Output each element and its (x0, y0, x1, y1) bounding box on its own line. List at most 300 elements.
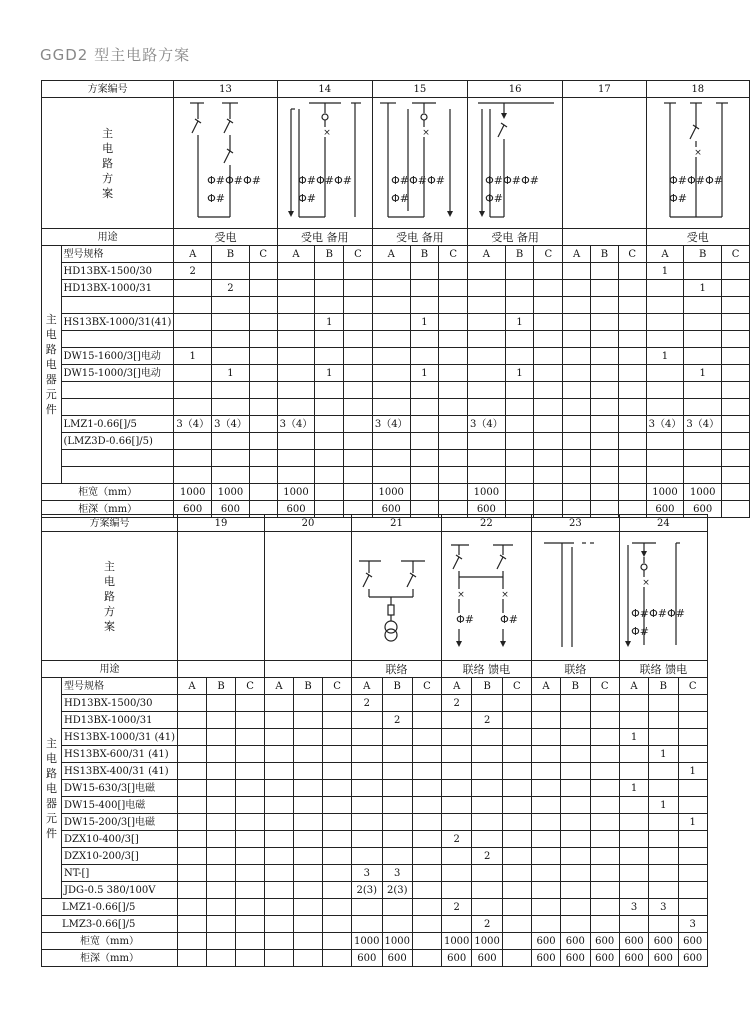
component-quantity (619, 814, 648, 831)
component-model (61, 297, 174, 314)
component-quantity (590, 848, 619, 865)
scheme-number: 18 (646, 81, 749, 98)
component-quantity (618, 450, 646, 467)
scheme-number: 14 (277, 81, 372, 98)
component-quantity (531, 746, 560, 763)
component-quantity: 2 (441, 695, 471, 712)
component-quantity (441, 763, 471, 780)
component-quantity (410, 382, 439, 399)
component-quantity (265, 729, 294, 746)
component-row (42, 450, 750, 467)
component-quantity (178, 746, 207, 763)
cabinet-depth-value: 600 (649, 950, 678, 967)
column-letter: A (277, 246, 315, 263)
cabinet-depth-value: 600 (212, 501, 250, 518)
component-quantity (178, 729, 207, 746)
component-quantity: 3（4） (174, 416, 212, 433)
component-quantity (505, 263, 534, 280)
component-quantity (590, 763, 619, 780)
component-quantity (441, 780, 471, 797)
scheme-number-header: 方案编号 (42, 515, 178, 532)
component-quantity (468, 348, 506, 365)
component-quantity (412, 746, 441, 763)
component-quantity (372, 365, 410, 382)
component-quantity (277, 365, 315, 382)
component-quantity (323, 814, 352, 831)
component-quantity (678, 746, 707, 763)
component-quantity: 1 (684, 365, 722, 382)
component-quantity (315, 450, 344, 467)
cabinet-width-value: 1000 (472, 933, 502, 950)
component-model: HS13BX-1000/31 (41) (62, 729, 178, 746)
component-quantity: 1 (315, 365, 344, 382)
component-quantity (590, 331, 618, 348)
component-quantity (178, 899, 207, 916)
component-quantity (618, 263, 646, 280)
component-quantity (531, 831, 560, 848)
component-quantity (590, 399, 618, 416)
component-quantity (372, 314, 410, 331)
cabinet-width-value (249, 484, 277, 501)
schematic-cell (468, 98, 563, 229)
component-quantity (531, 780, 560, 797)
component-quantity (323, 882, 352, 899)
cabinet-width-header: 柜宽（mm） (42, 933, 178, 950)
component-quantity (590, 314, 618, 331)
cabinet-width-value (207, 933, 236, 950)
column-letter: B (561, 678, 590, 695)
component-quantity (207, 712, 236, 729)
component-quantity (352, 831, 382, 848)
component-quantity (563, 467, 591, 484)
scheme-number: 17 (563, 81, 646, 98)
component-quantity (590, 365, 618, 382)
component-quantity (678, 729, 707, 746)
component-quantity (678, 712, 707, 729)
usage-row (42, 229, 750, 246)
component-quantity (178, 882, 207, 899)
component-quantity (561, 746, 590, 763)
component-quantity: 2(3) (382, 882, 412, 899)
column-letter: B (294, 678, 323, 695)
component-quantity (382, 814, 412, 831)
cabinet-width-value (590, 484, 618, 501)
usage-value (265, 661, 352, 678)
cabinet-width-row (42, 933, 708, 950)
component-quantity (649, 695, 678, 712)
schematic-cell (265, 532, 352, 661)
component-quantity: 2 (382, 712, 412, 729)
scheme-number: 20 (265, 515, 352, 532)
schematic-cell (531, 532, 619, 661)
component-quantity (619, 746, 648, 763)
main-circuit-label: 主电路方案 (102, 126, 114, 200)
component-row (42, 416, 750, 433)
component-quantity (372, 433, 410, 450)
component-quantity (352, 899, 382, 916)
component-quantity: 2 (212, 280, 250, 297)
component-quantity (410, 467, 439, 484)
component-quantity (722, 399, 750, 416)
svg-text:Φ#: Φ# (455, 613, 474, 626)
component-quantity (590, 382, 618, 399)
component-quantity (352, 763, 382, 780)
cabinet-width-value (563, 484, 591, 501)
component-quantity (315, 331, 344, 348)
cabinet-depth-value (502, 950, 531, 967)
component-quantity (265, 865, 294, 882)
component-quantity (561, 712, 590, 729)
component-quantity (502, 814, 531, 831)
component-row (42, 365, 750, 382)
component-quantity: 3 (649, 899, 678, 916)
cabinet-width-value (410, 484, 439, 501)
component-row (42, 865, 708, 882)
component-row (42, 848, 708, 865)
cabinet-width-value: 1000 (468, 484, 506, 501)
component-quantity (646, 280, 684, 297)
component-quantity (502, 797, 531, 814)
component-quantity (412, 729, 441, 746)
component-quantity (410, 263, 439, 280)
component-quantity (207, 814, 236, 831)
column-letter: B (649, 678, 678, 695)
component-model: HD13BX-1500/30 (61, 263, 174, 280)
component-quantity: 2 (441, 899, 471, 916)
component-quantity (178, 814, 207, 831)
model-header-row (42, 678, 708, 695)
component-quantity (294, 899, 323, 916)
column-letter: A (441, 678, 471, 695)
component-quantity (646, 314, 684, 331)
component-quantity (352, 848, 382, 865)
component-quantity (468, 399, 506, 416)
component-quantity (382, 916, 412, 933)
scheme-number: 19 (178, 515, 265, 532)
component-quantity: 1 (174, 348, 212, 365)
component-quantity: 1 (646, 263, 684, 280)
component-quantity (178, 797, 207, 814)
component-quantity (315, 399, 344, 416)
component-row (42, 780, 708, 797)
cabinet-width-value: 600 (531, 933, 560, 950)
svg-text:Φ#: Φ# (391, 174, 410, 187)
schematic-23 (532, 533, 619, 659)
component-quantity (344, 467, 373, 484)
component-quantity (590, 433, 618, 450)
component-quantity (502, 916, 531, 933)
component-quantity (294, 865, 323, 882)
column-letter: B (207, 678, 236, 695)
component-quantity (212, 348, 250, 365)
component-quantity (294, 712, 323, 729)
schematic-15 (376, 99, 463, 227)
component-quantity (684, 433, 722, 450)
cabinet-depth-value: 600 (678, 950, 707, 967)
component-quantity (619, 882, 648, 899)
component-quantity (441, 916, 471, 933)
component-quantity (236, 763, 265, 780)
component-quantity (505, 382, 534, 399)
component-row (42, 899, 708, 916)
component-quantity (236, 865, 265, 882)
component-quantity (265, 848, 294, 865)
component-quantity: 1 (212, 365, 250, 382)
component-quantity (352, 797, 382, 814)
column-letter: B (505, 246, 534, 263)
schematic-13 (182, 99, 269, 227)
component-quantity (382, 763, 412, 780)
cabinet-width-value: 1000 (646, 484, 684, 501)
component-quantity (277, 331, 315, 348)
svg-text:Φ#: Φ# (316, 174, 335, 187)
component-quantity (410, 399, 439, 416)
component-quantity (502, 746, 531, 763)
component-row (42, 814, 708, 831)
schematic-cell (646, 98, 749, 229)
component-quantity (323, 831, 352, 848)
component-quantity (382, 746, 412, 763)
component-quantity (678, 831, 707, 848)
component-quantity (207, 746, 236, 763)
component-quantity (561, 831, 590, 848)
component-quantity (323, 865, 352, 882)
component-quantity (294, 763, 323, 780)
component-quantity: 3（4） (212, 416, 250, 433)
component-quantity (277, 348, 315, 365)
usage-value (563, 229, 646, 246)
cabinet-width-value: 600 (678, 933, 707, 950)
component-quantity (563, 348, 591, 365)
svg-text:Φ#: Φ# (484, 192, 503, 205)
component-quantity (249, 467, 277, 484)
usage-header: 用途 (42, 229, 174, 246)
svg-text:Φ#: Φ# (630, 625, 649, 638)
usage-header: 用途 (42, 661, 178, 678)
component-quantity (619, 763, 648, 780)
component-quantity (722, 280, 750, 297)
component-quantity: 3（4） (372, 416, 410, 433)
component-quantity (561, 814, 590, 831)
component-quantity (468, 297, 506, 314)
component-quantity (505, 467, 534, 484)
component-quantity (561, 899, 590, 916)
component-quantity (439, 416, 468, 433)
component-model: DW15-1600/3[]电动 (61, 348, 174, 365)
component-quantity (212, 263, 250, 280)
component-quantity (323, 780, 352, 797)
component-quantity (294, 848, 323, 865)
component-quantity (277, 382, 315, 399)
component-quantity (563, 331, 591, 348)
scheme-number: 15 (372, 81, 467, 98)
scheme-number: 24 (619, 515, 707, 532)
component-row (42, 746, 708, 763)
component-quantity (561, 797, 590, 814)
component-quantity (722, 365, 750, 382)
component-quantity (646, 433, 684, 450)
component-quantity (236, 848, 265, 865)
component-quantity (323, 899, 352, 916)
component-quantity (678, 780, 707, 797)
component-quantity: 1 (410, 314, 439, 331)
component-quantity (649, 831, 678, 848)
component-quantity (534, 314, 563, 331)
cabinet-depth-value: 600 (174, 501, 212, 518)
cabinet-width-value (534, 484, 563, 501)
cabinet-depth-value: 600 (531, 950, 560, 967)
cabinet-depth-value: 600 (372, 501, 410, 518)
component-quantity (678, 899, 707, 916)
component-quantity (265, 746, 294, 763)
component-quantity (619, 865, 648, 882)
component-row (42, 331, 750, 348)
component-quantity (502, 865, 531, 882)
schematic-24 (620, 533, 707, 659)
component-quantity (249, 450, 277, 467)
component-quantity: 1 (619, 780, 648, 797)
svg-text:Φ#: Φ# (409, 174, 428, 187)
component-quantity (236, 814, 265, 831)
component-quantity (561, 916, 590, 933)
component-quantity (410, 280, 439, 297)
cabinet-width-value (178, 933, 207, 950)
component-quantity (410, 433, 439, 450)
component-quantity (207, 916, 236, 933)
component-quantity (590, 416, 618, 433)
component-quantity (174, 382, 212, 399)
component-model: LMZ1-0.66[]/5 (61, 416, 174, 433)
component-quantity (412, 780, 441, 797)
component-quantity (684, 399, 722, 416)
schematic-21 (353, 533, 440, 659)
component-quantity (619, 848, 648, 865)
component-quantity (590, 280, 618, 297)
component-quantity (439, 314, 468, 331)
component-quantity (236, 746, 265, 763)
components-header (42, 246, 62, 484)
svg-text:Φ#: Φ# (427, 174, 446, 187)
component-model: HS13BX-600/31 (41) (62, 746, 178, 763)
component-row (42, 348, 750, 365)
schematic-cell (563, 98, 646, 229)
column-letter: C (236, 678, 265, 695)
component-quantity (472, 729, 502, 746)
component-quantity (412, 882, 441, 899)
component-quantity (236, 882, 265, 899)
component-quantity (412, 763, 441, 780)
component-quantity (472, 882, 502, 899)
component-quantity (174, 467, 212, 484)
component-model: HS13BX-400/31 (41) (62, 763, 178, 780)
component-quantity (439, 331, 468, 348)
component-row (42, 314, 750, 331)
component-quantity (207, 882, 236, 899)
column-letter: A (372, 246, 410, 263)
component-quantity (412, 814, 441, 831)
component-quantity (412, 899, 441, 916)
column-letter: C (249, 246, 277, 263)
component-quantity (646, 365, 684, 382)
component-quantity (590, 882, 619, 899)
component-model: HS13BX-1000/31(41) (61, 314, 174, 331)
column-letter: C (678, 678, 707, 695)
component-quantity (344, 263, 373, 280)
component-model: (LMZ3D-0.66[]/5) (61, 433, 174, 450)
component-row (42, 399, 750, 416)
component-quantity: 1 (678, 814, 707, 831)
component-quantity (534, 331, 563, 348)
svg-text:Φ#: Φ# (630, 607, 649, 620)
cabinet-width-value (618, 484, 646, 501)
cabinet-width-value (412, 933, 441, 950)
component-quantity (207, 797, 236, 814)
component-quantity: 2 (441, 831, 471, 848)
component-quantity (323, 763, 352, 780)
component-quantity (534, 297, 563, 314)
component-quantity (468, 467, 506, 484)
component-quantity: 1 (410, 365, 439, 382)
component-quantity (352, 729, 382, 746)
component-quantity (649, 712, 678, 729)
component-quantity (323, 729, 352, 746)
svg-text:Φ#: Φ# (669, 174, 688, 187)
component-quantity (472, 797, 502, 814)
component-quantity (590, 797, 619, 814)
svg-text:Φ#: Φ# (334, 174, 353, 187)
component-quantity (410, 297, 439, 314)
schematic-cell (619, 532, 707, 661)
schematic-14 (281, 99, 368, 227)
components-label: 主电路电器元件 (46, 736, 57, 840)
svg-text:Φ#: Φ# (666, 607, 685, 620)
component-quantity (678, 865, 707, 882)
cabinet-width-value (344, 484, 373, 501)
cabinet-width-value (265, 933, 294, 950)
component-quantity (534, 365, 563, 382)
component-quantity (722, 433, 750, 450)
component-model: HD13BX-1000/31 (61, 280, 174, 297)
column-letter: B (590, 246, 618, 263)
cabinet-depth-value: 600 (561, 950, 590, 967)
component-model: DW15-200/3[]电磁 (62, 814, 178, 831)
cabinet-depth-row (42, 950, 708, 967)
component-quantity (502, 695, 531, 712)
component-quantity (505, 450, 534, 467)
svg-text:Φ#: Φ# (391, 192, 410, 205)
cabinet-depth-value (178, 950, 207, 967)
component-quantity (684, 450, 722, 467)
component-quantity (315, 297, 344, 314)
usage-row (42, 661, 708, 678)
cabinet-depth-value: 600 (352, 950, 382, 967)
component-quantity (249, 348, 277, 365)
component-quantity (472, 695, 502, 712)
component-quantity (212, 331, 250, 348)
cabinet-depth-value: 600 (382, 950, 412, 967)
component-quantity (372, 263, 410, 280)
component-model: DW15-1000/3[]电动 (61, 365, 174, 382)
component-quantity (531, 797, 560, 814)
usage-value: 受电 备用 (277, 229, 372, 246)
cabinet-depth-value (323, 950, 352, 967)
component-quantity (212, 450, 250, 467)
component-quantity (472, 763, 502, 780)
component-quantity (441, 729, 471, 746)
component-quantity (212, 399, 250, 416)
component-quantity (563, 263, 591, 280)
component-quantity (590, 450, 618, 467)
